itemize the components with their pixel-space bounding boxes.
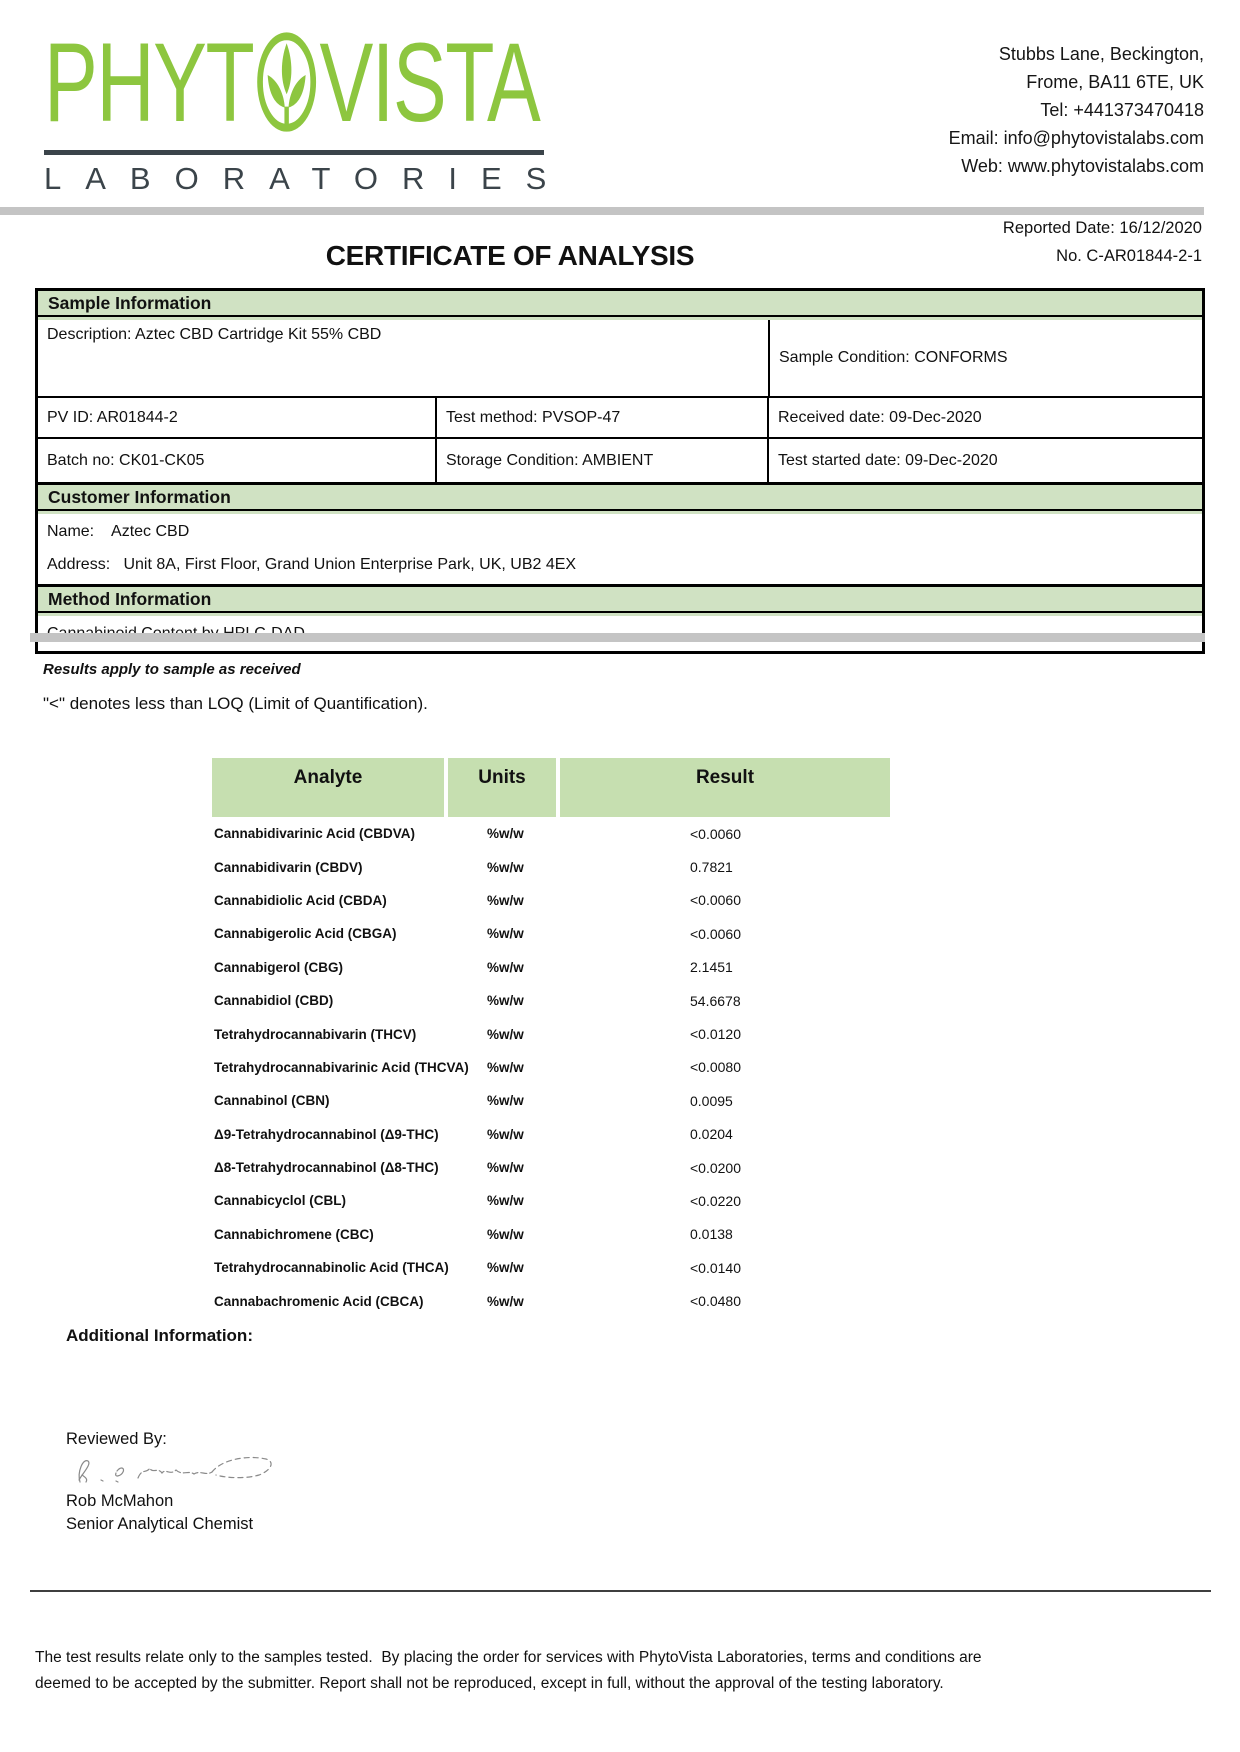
footer-divider-line	[30, 1590, 1211, 1592]
table-row	[212, 884, 890, 917]
results-basis-note: Results apply to sample as received	[43, 661, 301, 678]
column-header-analyte: Analyte	[212, 758, 444, 817]
pvid-row	[38, 398, 1202, 439]
results-table	[212, 758, 890, 1318]
table-row	[212, 850, 890, 883]
results-table-body	[212, 817, 890, 1318]
units-value: %w/w	[487, 1093, 524, 1109]
customer-address: Address: Unit 8A, First Floor, Grand Union Enterprise Park, UK, UB2 4EX	[47, 556, 577, 573]
units-value: %w/w	[487, 959, 524, 975]
footer-line2: deemed to be accepted by the submitter. Report shall not be reproduced, except in full, without the approval of the testing laboratory.	[35, 1674, 944, 1692]
reviewer-role: Senior Analytical Chemist	[66, 1515, 254, 1533]
analyte-name: Cannabachromenic Acid (CBCA)	[214, 1293, 424, 1309]
units-value: %w/w	[487, 892, 524, 908]
table-row	[212, 984, 890, 1017]
column-header-units: Units	[448, 758, 556, 817]
lab-contact-block	[949, 40, 1204, 180]
logo-word-part1: PHYT	[44, 20, 254, 145]
analyte-name: Δ9-Tetrahydrocannabinol (Δ9-THC)	[214, 1126, 439, 1142]
table-row	[212, 1218, 890, 1251]
table-row	[212, 1017, 890, 1050]
table-row	[212, 951, 890, 984]
result-value: 0.0138	[690, 1226, 733, 1243]
units-value: %w/w	[487, 1226, 524, 1242]
result-value: 2.1451	[690, 959, 733, 976]
table-row	[212, 1051, 890, 1084]
logo-divider-line	[44, 150, 544, 155]
units-value: %w/w	[487, 1059, 524, 1075]
table-row	[212, 917, 890, 950]
pv-id: PV ID: AR01844-2	[38, 398, 437, 437]
sample-information-header-bar	[38, 291, 1202, 320]
customer-information-heading: Customer Information	[38, 485, 1202, 511]
analyte-name: Cannabichromene (CBC)	[214, 1226, 374, 1242]
table-row	[212, 1251, 890, 1284]
reported-date: Reported Date: 16/12/2020	[1002, 219, 1202, 237]
phytovista-logo	[44, 18, 539, 148]
sample-description: Description: Aztec CBD Cartridge Kit 55% CBD	[38, 320, 770, 396]
description-row	[38, 320, 1202, 398]
test-started-date: Test started date: 09-Dec-2020	[778, 451, 998, 469]
units-value: %w/w	[487, 993, 524, 1009]
contact-address-line2: Frome, BA11 6TE, UK	[1026, 72, 1204, 92]
analyte-name: Cannabidivarin (CBDV)	[214, 859, 363, 875]
result-value: <0.0080	[690, 1059, 741, 1076]
analyte-name: Tetrahydrocannabivarinic Acid (THCVA)	[214, 1059, 469, 1075]
analyte-name: Δ8-Tetrahydrocannabinol (Δ8-THC)	[214, 1160, 439, 1176]
section-divider-bar	[30, 633, 1205, 642]
additional-information-label: Additional Information:	[66, 1326, 253, 1345]
result-value: <0.0060	[690, 825, 741, 842]
contact-email: Email: info@phytovistalabs.com	[948, 128, 1204, 148]
result-value: 0.0204	[690, 1126, 733, 1143]
batch-row	[38, 439, 1202, 485]
loq-note: "<" denotes less than LOQ (Limit of Quantification).	[43, 694, 428, 713]
customer-name: Name: Aztec CBD	[47, 523, 190, 540]
result-value: 0.7821	[690, 859, 733, 876]
test-method: Test method: PVSOP-47	[437, 398, 769, 437]
table-row	[212, 817, 890, 850]
units-value: %w/w	[487, 826, 524, 842]
reviewer-name: Rob McMahon	[66, 1492, 174, 1510]
result-value: 0.0095	[690, 1092, 733, 1109]
table-row	[212, 1284, 890, 1317]
units-value: %w/w	[487, 1160, 524, 1176]
sample-condition: Sample Condition: CONFORMS	[779, 349, 1008, 366]
header-divider-bar	[0, 207, 1204, 215]
contact-web: Web: www.phytovistalabs.com	[961, 156, 1204, 176]
contact-tel: Tel: +441373470418	[1040, 100, 1204, 120]
method-information-header-bar	[38, 587, 1202, 616]
sample-information-heading: Sample Information	[38, 291, 1202, 317]
reviewer-signature	[70, 1450, 285, 1492]
table-row	[212, 1184, 890, 1217]
contact-address-line1: Stubbs Lane, Beckington,	[998, 44, 1204, 64]
analyte-name: Tetrahydrocannabinolic Acid (THCA)	[214, 1260, 449, 1276]
report-number: No. C-AR01844-2-1	[1056, 247, 1202, 265]
customer-information-header-bar	[38, 485, 1202, 514]
result-value: <0.0060	[690, 892, 741, 909]
analyte-name: Cannabicyclol (CBL)	[214, 1193, 347, 1209]
logo-word-part2: VISTA	[319, 20, 540, 145]
result-value: <0.0140	[690, 1259, 741, 1276]
page-title: CERTIFICATE OF ANALYSIS	[325, 240, 695, 271]
analyte-name: Cannabigerolic Acid (CBGA)	[214, 926, 397, 942]
table-row	[212, 1084, 890, 1117]
result-value: <0.0220	[690, 1192, 741, 1209]
received-date: Received date: 09-Dec-2020	[778, 408, 982, 426]
units-value: %w/w	[487, 1260, 524, 1276]
units-value: %w/w	[487, 1193, 524, 1209]
analyte-name: Cannabidiol (CBD)	[214, 993, 334, 1009]
result-value: <0.0060	[690, 925, 741, 942]
analyte-name: Cannabigerol (CBG)	[214, 959, 344, 975]
analyte-name: Cannabinol (CBN)	[214, 1093, 330, 1109]
table-row	[212, 1151, 890, 1184]
table-row	[212, 1118, 890, 1151]
footer-disclaimer	[35, 1645, 1210, 1696]
result-value: <0.0480	[690, 1293, 741, 1310]
leaf-icon	[255, 31, 318, 133]
logo-subtitle: LABORATORIES	[44, 161, 571, 196]
analyte-name: Cannabidivarinic Acid (CBDVA)	[214, 826, 416, 842]
units-value: %w/w	[487, 1126, 524, 1142]
batch-no: Batch no: CK01-CK05	[38, 439, 437, 482]
result-value: <0.0120	[690, 1026, 741, 1043]
analyte-name: Tetrahydrocannabivarin (THCV)	[214, 1026, 417, 1042]
result-value: <0.0200	[690, 1159, 741, 1176]
footer-line1: The test results relate only to the samples tested. By placing the order for services with PhytoVista Laboratories, terms and conditions are	[35, 1649, 982, 1666]
reviewed-by-label: Reviewed By:	[66, 1430, 167, 1448]
analyte-name: Cannabidiolic Acid (CBDA)	[214, 892, 387, 908]
results-table-header	[212, 758, 890, 817]
column-header-result: Result	[560, 758, 890, 817]
storage-condition: Storage Condition: AMBIENT	[437, 439, 769, 482]
result-value: 54.6678	[690, 992, 741, 1009]
customer-details-cell	[38, 514, 1202, 587]
units-value: %w/w	[487, 1026, 524, 1042]
info-table	[35, 288, 1205, 654]
units-value: %w/w	[487, 859, 524, 875]
method-information-heading: Method Information	[38, 587, 1202, 613]
units-value: %w/w	[487, 926, 524, 942]
units-value: %w/w	[487, 1293, 524, 1309]
